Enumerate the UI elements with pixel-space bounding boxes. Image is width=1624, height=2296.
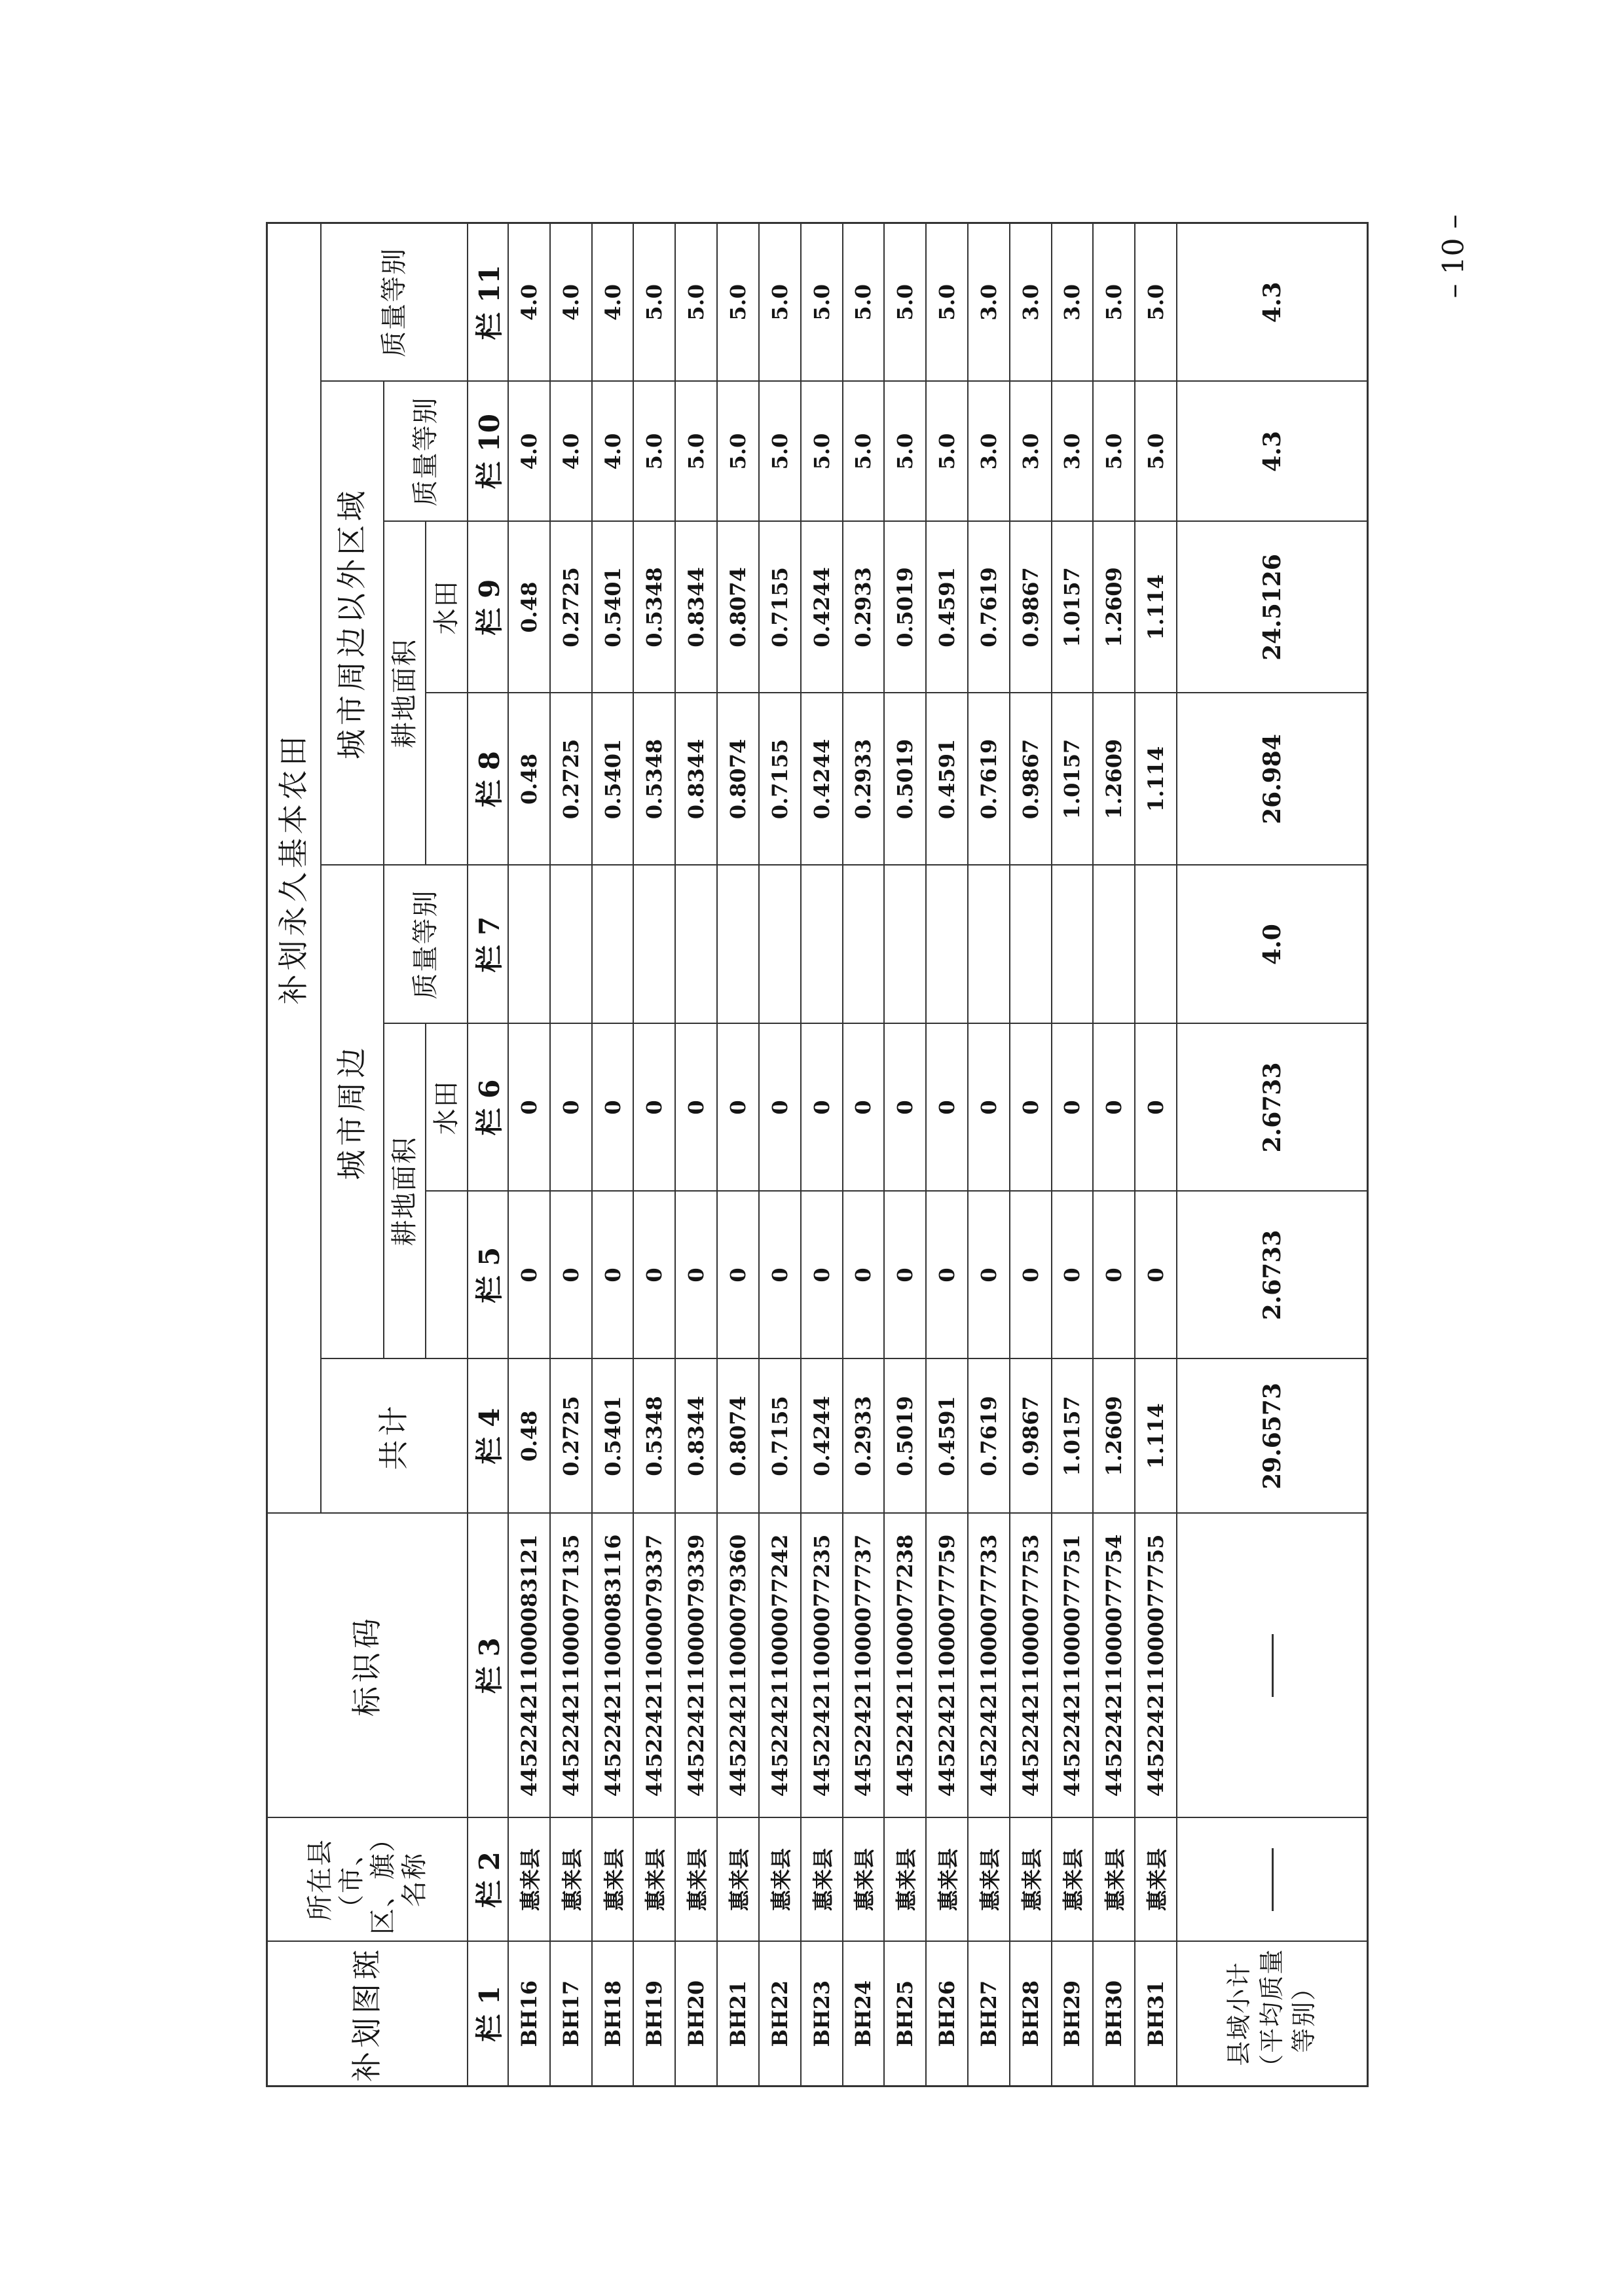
quality-grade: 5.0: [1135, 223, 1177, 382]
county-name: 惠来县: [843, 1818, 885, 1942]
outside-paddy-area: 1.114: [1135, 522, 1177, 693]
quality-grade: 4.0: [508, 223, 550, 382]
identifier-code: 445224211000079339: [675, 1514, 717, 1818]
summary-label: 县域小计（平均质量等别）: [1177, 1942, 1368, 2086]
total-area: 1.114: [1135, 1359, 1177, 1514]
outside-arable-area: 0.8074: [717, 693, 759, 866]
table-row: [633, 223, 675, 2086]
outside-arable-area: 0.5348: [633, 693, 675, 866]
city-paddy-area: 0: [633, 1024, 675, 1192]
outside-paddy-area: 0.7619: [968, 522, 1010, 693]
county-name: 惠来县: [759, 1818, 801, 1942]
col-label-11: 栏 11: [468, 223, 508, 382]
header-blank-8: [426, 693, 468, 866]
city-arable-area: 0: [759, 1192, 801, 1359]
county-name: 惠来县: [1093, 1818, 1135, 1942]
quality-grade: 5.0: [801, 223, 843, 382]
outside-arable-area: 0.4244: [801, 693, 843, 866]
total-area: 1.0157: [1052, 1359, 1094, 1514]
outside-paddy-area: 1.2609: [1093, 522, 1135, 693]
city-arable-area: 0: [675, 1192, 717, 1359]
table-row: [550, 223, 592, 2086]
table-row: [926, 223, 968, 2086]
page-number: – 10 –: [1437, 214, 1471, 299]
quality-grade: 5.0: [675, 223, 717, 382]
plot-id: BH20: [675, 1942, 717, 2086]
city-paddy-area: 0: [592, 1024, 634, 1192]
outside-quality-grade: 5.0: [717, 382, 759, 522]
city-paddy-area: 0: [968, 1024, 1010, 1192]
city-arable-area: 0: [926, 1192, 968, 1359]
city-quality-grade: [1093, 866, 1135, 1024]
total-area: 0.8074: [717, 1359, 759, 1514]
outside-paddy-area: 0.2725: [550, 522, 592, 693]
total-area: 0.5348: [633, 1359, 675, 1514]
outside-quality-grade: 5.0: [884, 382, 926, 522]
summary-c6: 2.6733: [1177, 1024, 1368, 1192]
table-row: [717, 223, 759, 2086]
quality-grade: 5.0: [717, 223, 759, 382]
city-arable-area: 0: [1093, 1192, 1135, 1359]
city-quality-grade: [1052, 866, 1094, 1024]
summary-code-dash: [1177, 1514, 1368, 1818]
table-row: [968, 223, 1010, 2086]
outside-paddy-area: 0.7155: [759, 522, 801, 693]
city-arable-area: 0: [508, 1192, 550, 1359]
outside-paddy-area: 0.48: [508, 522, 550, 693]
outside-paddy-area: 0.8344: [675, 522, 717, 693]
summary-row: [1177, 223, 1368, 2086]
table-row: [801, 223, 843, 2086]
outside-paddy-area: 0.4244: [801, 522, 843, 693]
total-area: 0.7155: [759, 1359, 801, 1514]
city-arable-area: 0: [717, 1192, 759, 1359]
header-quality-10: 质量等别: [384, 382, 468, 522]
table-row: [884, 223, 926, 2086]
plot-id: BH31: [1135, 1942, 1177, 2086]
header-outside-city: 城市周边以外区域: [321, 382, 384, 866]
total-area: 0.5401: [592, 1359, 634, 1514]
city-quality-grade: [926, 866, 968, 1024]
table-row: [843, 223, 885, 2086]
quality-grade: 3.0: [1010, 223, 1052, 382]
header-blank-5: [426, 1192, 468, 1359]
plot-id: BH16: [508, 1942, 550, 2086]
plot-id: BH22: [759, 1942, 801, 2086]
plot-id: BH29: [1052, 1942, 1094, 2086]
identifier-code: 445224211000079360: [717, 1514, 759, 1818]
outside-quality-grade: 4.0: [508, 382, 550, 522]
identifier-code: 445224211000083116: [592, 1514, 634, 1818]
header-paddy-6: 水田: [426, 1024, 468, 1192]
outside-quality-grade: 3.0: [1010, 382, 1052, 522]
table-row: [508, 223, 550, 2086]
county-name: 惠来县: [550, 1818, 592, 1942]
city-arable-area: 0: [1010, 1192, 1052, 1359]
county-name: 惠来县: [592, 1818, 634, 1942]
city-arable-area: 0: [550, 1192, 592, 1359]
identifier-code: 445224211000079337: [633, 1514, 675, 1818]
quality-grade: 5.0: [1093, 223, 1135, 382]
city-quality-grade: [884, 866, 926, 1024]
col-label-7: 栏 7: [468, 866, 508, 1024]
outside-quality-grade: 3.0: [1052, 382, 1094, 522]
total-area: 0.4244: [801, 1359, 843, 1514]
city-arable-area: 0: [884, 1192, 926, 1359]
identifier-code: 445224211000077135: [550, 1514, 592, 1818]
table-row: [675, 223, 717, 2086]
col-label-6: 栏 6: [468, 1024, 508, 1192]
outside-quality-grade: 5.0: [675, 382, 717, 522]
county-name: 惠来县: [801, 1818, 843, 1942]
city-paddy-area: 0: [1093, 1024, 1135, 1192]
summary-county-dash: [1177, 1818, 1368, 1942]
city-paddy-area: 0: [759, 1024, 801, 1192]
outside-arable-area: 1.114: [1135, 693, 1177, 866]
col-label-5: 栏 5: [468, 1192, 508, 1359]
outside-arable-area: 0.4591: [926, 693, 968, 866]
summary-c5: 2.6733: [1177, 1192, 1368, 1359]
identifier-code: 445224211000077755: [1135, 1514, 1177, 1818]
identifier-code: 445224211000077753: [1010, 1514, 1052, 1818]
summary-c9: 24.5126: [1177, 522, 1368, 693]
outside-paddy-area: 0.8074: [717, 522, 759, 693]
outside-arable-area: 0.5401: [592, 693, 634, 866]
county-name: 惠来县: [926, 1818, 968, 1942]
quality-grade: 5.0: [633, 223, 675, 382]
county-name: 惠来县: [508, 1818, 550, 1942]
city-paddy-area: 0: [801, 1024, 843, 1192]
header-arable-area-city: 耕地面积: [384, 1024, 426, 1359]
total-area: 1.2609: [1093, 1359, 1135, 1514]
summary-c8: 26.984: [1177, 693, 1368, 866]
plot-id: BH24: [843, 1942, 885, 2086]
city-paddy-area: 0: [1052, 1024, 1094, 1192]
city-paddy-area: 0: [843, 1024, 885, 1192]
outside-quality-grade: 5.0: [1135, 382, 1177, 522]
outside-arable-area: 0.9867: [1010, 693, 1052, 866]
total-area: 0.9867: [1010, 1359, 1052, 1514]
city-quality-grade: [1010, 866, 1052, 1024]
col-label-10: 栏 10: [468, 382, 508, 522]
quality-grade: 5.0: [884, 223, 926, 382]
city-quality-grade: [968, 866, 1010, 1024]
total-area: 0.2725: [550, 1359, 592, 1514]
identifier-code: 445224211000077733: [968, 1514, 1010, 1818]
identifier-code: 445224211000077759: [926, 1514, 968, 1818]
permanent-farmland-table: [266, 222, 1369, 2087]
total-area: 0.7619: [968, 1359, 1010, 1514]
county-name: 惠来县: [1135, 1818, 1177, 1942]
quality-grade: 3.0: [968, 223, 1010, 382]
identifier-code: 445224211000077737: [843, 1514, 885, 1818]
county-name: 惠来县: [675, 1818, 717, 1942]
header-group-title: 补划永久基本农田: [267, 223, 322, 1514]
city-quality-grade: [843, 866, 885, 1024]
city-quality-grade: [592, 866, 634, 1024]
city-arable-area: 0: [843, 1192, 885, 1359]
total-area: 0.5019: [884, 1359, 926, 1514]
city-quality-grade: [717, 866, 759, 1024]
quality-grade: 3.0: [1052, 223, 1094, 382]
plot-id: BH30: [1093, 1942, 1135, 2086]
outside-quality-grade: 5.0: [1093, 382, 1135, 522]
city-paddy-area: 0: [675, 1024, 717, 1192]
outside-arable-area: 1.0157: [1052, 693, 1094, 866]
plot-id: BH18: [592, 1942, 634, 2086]
total-area: 0.2933: [843, 1359, 885, 1514]
header-paddy-9: 水田: [426, 522, 468, 693]
header-city-edge: 城市周边: [321, 866, 384, 1359]
total-area: 0.48: [508, 1359, 550, 1514]
outside-quality-grade: 5.0: [633, 382, 675, 522]
identifier-code: 445224211000077754: [1093, 1514, 1135, 1818]
plot-id: BH21: [717, 1942, 759, 2086]
city-paddy-area: 0: [926, 1024, 968, 1192]
outside-quality-grade: 5.0: [843, 382, 885, 522]
city-quality-grade: [633, 866, 675, 1024]
outside-arable-area: 0.5019: [884, 693, 926, 866]
outside-paddy-area: 0.2933: [843, 522, 885, 693]
table-row: [1135, 223, 1177, 2086]
table-row: [1093, 223, 1135, 2086]
quality-grade: 5.0: [843, 223, 885, 382]
table-row: [1010, 223, 1052, 2086]
county-name: 惠来县: [884, 1818, 926, 1942]
plot-id: BH19: [633, 1942, 675, 2086]
header-code: 标识码: [267, 1514, 468, 1818]
city-paddy-area: 0: [508, 1024, 550, 1192]
col-label-2: 栏 2: [468, 1818, 508, 1942]
city-paddy-area: 0: [717, 1024, 759, 1192]
outside-paddy-area: 1.0157: [1052, 522, 1094, 693]
plot-id: BH26: [926, 1942, 968, 2086]
table-row: [592, 223, 634, 2086]
city-paddy-area: 0: [1135, 1024, 1177, 1192]
header-quality-7: 质量等别: [384, 866, 468, 1024]
outside-arable-area: 1.2609: [1093, 693, 1135, 866]
outside-quality-grade: 3.0: [968, 382, 1010, 522]
outside-paddy-area: 0.5348: [633, 522, 675, 693]
quality-grade: 5.0: [926, 223, 968, 382]
header-total: 共计: [321, 1359, 468, 1514]
outside-quality-grade: 4.0: [550, 382, 592, 522]
city-quality-grade: [508, 866, 550, 1024]
city-quality-grade: [1135, 866, 1177, 1024]
county-name: 惠来县: [633, 1818, 675, 1942]
city-paddy-area: 0: [1010, 1024, 1052, 1192]
summary-c10: 4.3: [1177, 382, 1368, 522]
county-name: 惠来县: [968, 1818, 1010, 1942]
quality-grade: 4.0: [550, 223, 592, 382]
total-area: 0.4591: [926, 1359, 968, 1514]
city-arable-area: 0: [633, 1192, 675, 1359]
outside-arable-area: 0.2725: [550, 693, 592, 866]
identifier-code: 445224211000077242: [759, 1514, 801, 1818]
quality-grade: 4.0: [592, 223, 634, 382]
outside-arable-area: 0.7155: [759, 693, 801, 866]
outside-arable-area: 0.7619: [968, 693, 1010, 866]
plot-id: BH17: [550, 1942, 592, 2086]
city-arable-area: 0: [1052, 1192, 1094, 1359]
header-plot: 补划图斑: [267, 1942, 468, 2086]
identifier-code: 445224211000077235: [801, 1514, 843, 1818]
header-quality-11: 质量等别: [321, 223, 468, 382]
outside-arable-area: 0.8344: [675, 693, 717, 866]
plot-id: BH28: [1010, 1942, 1052, 2086]
rotated-table-container: [266, 224, 1327, 2087]
county-name: 惠来县: [717, 1818, 759, 1942]
outside-paddy-area: 0.9867: [1010, 522, 1052, 693]
col-label-9: 栏 9: [468, 522, 508, 693]
total-area: 0.8344: [675, 1359, 717, 1514]
header-arable-area-outside: 耕地面积: [384, 522, 426, 866]
summary-total: 29.6573: [1177, 1359, 1368, 1514]
city-paddy-area: 0: [550, 1024, 592, 1192]
outside-paddy-area: 0.5401: [592, 522, 634, 693]
summary-c11: 4.3: [1177, 223, 1368, 382]
city-quality-grade: [550, 866, 592, 1024]
outside-quality-grade: 5.0: [926, 382, 968, 522]
city-quality-grade: [801, 866, 843, 1024]
outside-paddy-area: 0.5019: [884, 522, 926, 693]
header-county: 所在县（市、区、旗）名称: [267, 1818, 468, 1942]
outside-paddy-area: 0.4591: [926, 522, 968, 693]
city-quality-grade: [759, 866, 801, 1024]
city-arable-area: 0: [968, 1192, 1010, 1359]
county-name: 惠来县: [1052, 1818, 1094, 1942]
county-name: 惠来县: [1010, 1818, 1052, 1942]
outside-quality-grade: 5.0: [801, 382, 843, 522]
plot-id: BH27: [968, 1942, 1010, 2086]
col-label-4: 栏 4: [468, 1359, 508, 1514]
city-arable-area: 0: [592, 1192, 634, 1359]
summary-c7: 4.0: [1177, 866, 1368, 1024]
city-paddy-area: 0: [884, 1024, 926, 1192]
table-row: [1052, 223, 1094, 2086]
city-arable-area: 0: [801, 1192, 843, 1359]
col-label-3: 栏 3: [468, 1514, 508, 1818]
table-row: [759, 223, 801, 2086]
city-quality-grade: [675, 866, 717, 1024]
identifier-code: 445224211000077238: [884, 1514, 926, 1818]
plot-id: BH25: [884, 1942, 926, 2086]
city-arable-area: 0: [1135, 1192, 1177, 1359]
col-label-8: 栏 8: [468, 693, 508, 866]
identifier-code: 445224211000083121: [508, 1514, 550, 1818]
plot-id: BH23: [801, 1942, 843, 2086]
identifier-code: 445224211000077751: [1052, 1514, 1094, 1818]
outside-quality-grade: 5.0: [759, 382, 801, 522]
quality-grade: 5.0: [759, 223, 801, 382]
outside-arable-area: 0.48: [508, 693, 550, 866]
outside-arable-area: 0.2933: [843, 693, 885, 866]
col-label-1: 栏 1: [468, 1942, 508, 2086]
outside-quality-grade: 4.0: [592, 382, 634, 522]
